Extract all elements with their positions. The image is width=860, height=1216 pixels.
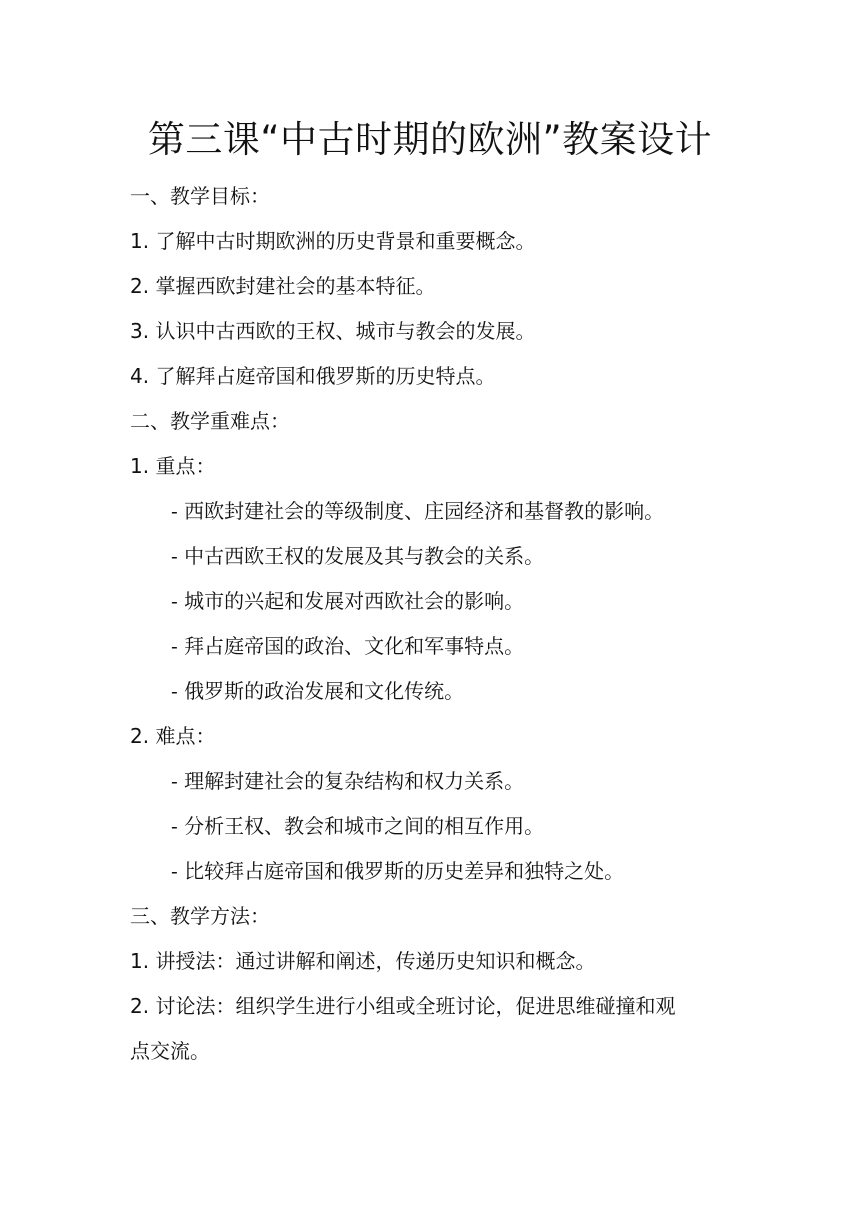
list-item — [130, 272, 435, 300]
sub-list-item: - 理解封建社会的复杂结构和权力关系。 — [171, 769, 525, 793]
section-heading-objectives: 一、教学目标： — [130, 184, 270, 208]
document-title: 第三课“中古时期的欧洲”教案设计 — [147, 118, 713, 161]
sub-list-item: - 西欧封建社会的等级制度、庄园经济和基督教的影响。 — [171, 499, 665, 523]
item-text: 难点： — [155, 724, 216, 748]
list-item — [130, 317, 535, 345]
item-number: 1. — [130, 229, 156, 253]
sub-list-item: - 城市的兴起和发展对西欧社会的影响。 — [171, 589, 525, 613]
list-item — [130, 452, 215, 480]
item-text: 讲授法：通过讲解和阐述，传递历史知识和概念。 — [155, 949, 596, 973]
list-item — [130, 227, 535, 255]
sub-list-item: - 比较拜占庭帝国和俄罗斯的历史差异和独特之处。 — [171, 859, 625, 883]
item-continuation: 点交流。 — [130, 1039, 210, 1063]
item-number: 3. — [130, 319, 156, 343]
item-number: 2. — [130, 994, 156, 1018]
list-item — [130, 722, 215, 750]
item-text: 掌握西欧封建社会的基本特征。 — [155, 274, 436, 298]
sub-list-item: - 中古西欧王权的发展及其与教会的关系。 — [171, 544, 545, 568]
item-text: 了解中古时期欧洲的历史背景和重要概念。 — [155, 229, 536, 253]
item-number: 1. — [130, 454, 156, 478]
item-number: 2. — [130, 274, 156, 298]
section-heading-methods: 三、教学方法： — [130, 904, 270, 928]
list-item — [130, 947, 595, 975]
item-text: 讨论法：组织学生进行小组或全班讨论，促进思维碰撞和观 — [155, 994, 676, 1018]
item-number: 2. — [130, 724, 156, 748]
sub-list-item: - 俄罗斯的政治发展和文化传统。 — [171, 679, 465, 703]
section-heading-key-points: 二、教学重难点： — [130, 409, 290, 433]
item-text: 认识中古西欧的王权、城市与教会的发展。 — [155, 319, 536, 343]
item-text: 重点： — [155, 454, 216, 478]
sub-list-item: - 分析王权、教会和城市之间的相互作用。 — [171, 814, 545, 838]
item-number: 1. — [130, 949, 156, 973]
item-text: 了解拜占庭帝国和俄罗斯的历史特点。 — [155, 364, 496, 388]
item-number: 4. — [130, 364, 156, 388]
list-item — [130, 992, 675, 1020]
sub-list-item: - 拜占庭帝国的政治、文化和军事特点。 — [171, 634, 525, 658]
list-item — [130, 362, 495, 390]
